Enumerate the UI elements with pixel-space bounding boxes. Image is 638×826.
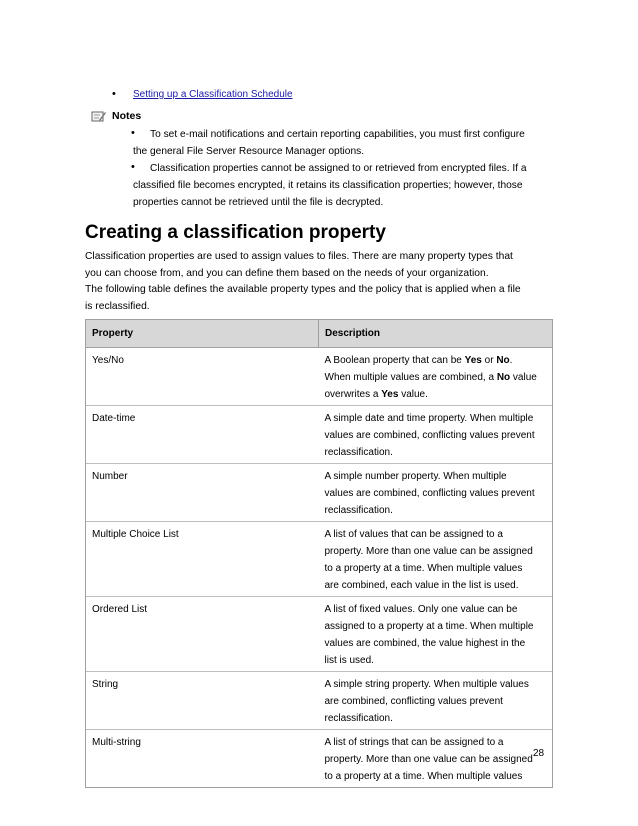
classification-schedule-link[interactable]: Setting up a Classification Schedule [133,89,293,100]
bullet-dot: • [131,161,135,173]
bullet-dot: • [131,127,135,139]
property-table [85,319,553,788]
table-header-row [86,320,553,348]
table-row [86,406,553,464]
description-cell: A list of fixed values. Only one value can be assigned to a property at a time. When multiple values are combined, the value highest in the list is used. [319,597,553,672]
property-cell: Date-time [86,406,319,464]
property-cell: Yes/No [86,348,319,406]
header-description: Description [319,320,553,348]
description-cell: A simple date and time property. When multiple values are combined, conflicting values prevent reclassification. [319,406,553,464]
property-cell: Multi-string [86,730,319,788]
description-cell: A Boolean property that can be Yes or No. When multiple values are combined, a No value overwrites a Yes value. [319,348,553,406]
table-row [86,522,553,597]
bullet-dot: • [112,88,116,100]
notes-title: Notes [112,110,142,122]
table-row [86,464,553,522]
note-2: Classification properties cannot be assigned to or retrieved from encrypted files. If a classified file becomes encrypted, it retains its classification properties; however, those properties cannot be retrieved until the file is decrypted. [133,163,527,208]
table-row [86,348,553,406]
page-number: 28 [533,748,545,759]
notes-icon [91,110,106,123]
property-cell: Ordered List [86,597,319,672]
table-row [86,672,553,730]
property-cell: Multiple Choice List [86,522,319,597]
table-row [86,597,553,672]
property-cell: Number [86,464,319,522]
property-cell: String [86,672,319,730]
table-row [86,730,553,788]
table-intro-paragraph: The following table defines the available property types and the policy that is applied when a file is reclassified. [85,284,521,312]
description-cell: A list of values that can be assigned to a property. More than one value can be assigned to a property at a time. When multiple values are combined, each value in the list is used. [319,522,553,597]
intro-paragraph: Classification properties are used to assign values to files. There are many property types that you can choose from, and you can define them based on the needs of your organization. [85,251,513,279]
header-property: Property [86,320,319,348]
description-cell: A list of strings that can be assigned to a property. More than one value can be assigned to a property at a time. When multiple values [319,730,553,788]
note-1: To set e-mail notifications and certain reporting capabilities, you must first configure the general File Server Resource Manager options. [133,129,525,157]
section-heading: Creating a classification property [85,222,386,243]
description-cell: A simple string property. When multiple values are combined, conflicting values prevent reclassification. [319,672,553,730]
description-cell: A simple number property. When multiple values are combined, conflicting values prevent reclassification. [319,464,553,522]
